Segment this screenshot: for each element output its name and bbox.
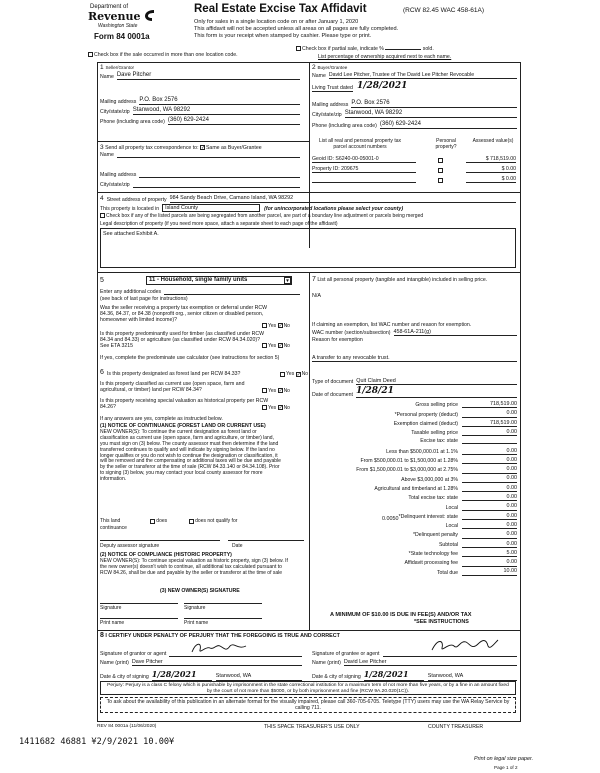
calc-row-value[interactable]: 0.00 — [462, 466, 517, 473]
legal-description-label: Legal description of property (if you need more space, attach a separate sheet to each page of the affidavit) — [100, 221, 338, 227]
sec6-q2-no-checkbox[interactable] — [278, 388, 283, 393]
calc-row — [312, 485, 517, 492]
land-use-select[interactable]: 11 - Household, single family units ▾ — [146, 276, 292, 285]
new-owner-signature-heading: (3) NEW OWNER(S) SIGNATURE — [160, 588, 240, 594]
calc-row-value[interactable]: 718,519.00 — [462, 420, 517, 427]
assessed-value-field[interactable]: $ 718,519.00 — [466, 156, 516, 163]
calc-row — [312, 466, 517, 473]
divider-5-7 — [309, 272, 310, 630]
land-does-not-checkbox[interactable] — [189, 519, 194, 524]
sec6-q3-answer: Yes ✓ No — [262, 405, 290, 411]
calc-row-value[interactable]: 718,519.00 — [462, 401, 517, 408]
sec6-q3-yes-checkbox[interactable] — [262, 405, 267, 410]
page-number: Page 1 of 2 — [494, 765, 518, 770]
calc-row-label: From $1,500,000.01 to $3,000,000 at 2.75% — [356, 467, 458, 474]
sec5-q1-answer: Yes ✓ No — [262, 323, 290, 329]
calc-row — [312, 513, 517, 520]
sec5-q1: Was the seller receiving a property tax exemption or deferral under RCW 84.36, 84.37, or 84.38 (nonprofit org., senior citizen or disabled person, homeowner with limited income)? — [100, 305, 268, 324]
assessed-value-field[interactable]: $ 0.00 — [466, 176, 516, 183]
calc-row-value[interactable] — [462, 438, 517, 444]
seller-heading: 1 Seller/Grantor — [100, 64, 135, 71]
continuance-label: continuance — [100, 525, 127, 531]
calc-row — [312, 420, 517, 427]
multi-location-label: Check box if the sale occurred in more than one location code. — [94, 52, 238, 58]
seller-mail-row: Mailing address P.O. Box 2576 — [100, 97, 300, 105]
sec5-q2: Is this property predominantly used for timber (as classified under RCW 84.34 and 84.33) or agriculture (as classified under RCW 84.34.020)? See ETA 3215 — [100, 331, 265, 350]
grantee-signature-row: Signature of grantee or agent — [312, 648, 517, 657]
reason-label: Reason for exemption — [312, 337, 363, 343]
sec5-q2-no-checkbox[interactable] — [278, 343, 283, 348]
calc-row — [312, 429, 517, 436]
notice1-heading: (1) NOTICE OF CONTINUANCE (FOREST LAND OR CURRENT USE) — [100, 423, 266, 429]
this-land-row: This land does does not qualify for — [100, 518, 238, 524]
buyer-city-field[interactable]: Stanwood, WA 98292 — [345, 110, 517, 118]
land-does-checkbox[interactable] — [150, 519, 155, 524]
form-number: Form 84 0001a — [94, 32, 150, 41]
personal-property-checkbox[interactable] — [438, 168, 443, 173]
seller-phone-row: Phone (including area code) (360) 629-2424 — [100, 117, 300, 125]
buyer-phone-row: Phone (including area code) (360) 629-2424 — [312, 121, 517, 129]
multi-location-checkbox[interactable] — [88, 52, 93, 57]
calc-row — [312, 410, 517, 417]
calc-row-label: Subtotal — [438, 541, 458, 548]
grantor-city-field[interactable]: Stanwood, WA — [216, 673, 302, 680]
calc-row — [312, 531, 517, 538]
calc-row-label: Affidavit processing fee — [404, 560, 458, 567]
legal-description-value: See attached Exhibit A. — [103, 231, 159, 237]
treasurer-stamp: 1411682 46881 ¥2/9/2021 10.00¥ — [19, 737, 175, 747]
partial-sale-check[interactable] — [296, 46, 434, 52]
county-treasurer-label: COUNTY TREASURER — [428, 724, 484, 730]
partial-sale-checkbox[interactable] — [296, 46, 301, 51]
list-pct-note: List percentage of ownership acquired next to each name. — [318, 54, 452, 60]
calc-row-value[interactable]: 0.00 — [462, 522, 517, 529]
local-rate: 0.0050 — [382, 516, 399, 522]
calc-row-value[interactable]: 0.00 — [462, 503, 517, 510]
buyer-trust-date: 1/28/2021 — [356, 81, 408, 91]
additional-codes-note: (see back of last page for instructions) — [100, 296, 188, 302]
owner1-print-line[interactable] — [100, 618, 178, 619]
perjury-notice: Perjury: Perjury is a class C felony which is punishable by imprisonment in the state correctional institution for a maximum term of not more than five years, or by a fine in an amount fixed by the court of not more than $5000, or by both imprisonment and fine (RCW 9A.20.020(1C)). — [100, 681, 516, 695]
calc-row-value[interactable]: 0.00 — [462, 448, 517, 455]
calc-row-label: Above $3,000,000 at 3% — [401, 476, 458, 483]
reason-field[interactable]: A transfer to any revocable trust. — [312, 355, 517, 362]
sec6-q3: Is this property receiving special valuation as historical property per RCW 84.26? — [100, 398, 269, 411]
calc-row — [312, 401, 517, 408]
parcel-table — [312, 153, 518, 183]
wac-field[interactable]: 458-61A-211(g) — [394, 329, 517, 336]
calc-row-value[interactable]: 5.00 — [462, 550, 517, 557]
logo-dept-text: Department of — [90, 4, 129, 10]
grantee-date-field[interactable]: 1/28/2021 — [364, 670, 424, 681]
partial-sale-pct-field[interactable] — [385, 49, 421, 50]
parcel-row — [312, 153, 518, 163]
calc-row-value[interactable]: 10.00 — [462, 568, 517, 575]
calc-row-value[interactable]: 0.00 — [462, 513, 517, 520]
logo-revenue-text: Revenue — [88, 10, 141, 23]
personal-property-checkbox[interactable] — [438, 158, 443, 163]
additional-codes-row: Enter any additional codes — [100, 289, 300, 295]
parcel-row — [312, 173, 518, 183]
doc-type-row: Type of document Quit Claim Deed — [312, 378, 517, 385]
calc-row-label: Excise tax: state — [420, 438, 458, 445]
doc-date-row: Date of document 1/28/21 — [312, 386, 517, 398]
calc-row-label: Taxable selling price — [411, 430, 458, 437]
deputy-signature-label: Deputy assessor signature — [100, 543, 160, 549]
calc-row-value[interactable]: 0.00 — [462, 494, 517, 501]
logo-state-text: Washington State — [98, 23, 138, 29]
sec5-q1-yes-checkbox[interactable] — [262, 323, 267, 328]
calc-row-value[interactable]: 0.00 — [462, 429, 517, 436]
buyer-name2-field[interactable]: Living Trust dated — [312, 84, 353, 91]
sec6-q2: Is this property classified as current use (open space, farm and agricultural, or timber) land per RCW 84.34? — [100, 381, 245, 394]
street-address-field[interactable]: 984 Sandy Beach Drive, Camano Island, WA 98292 — [170, 195, 516, 202]
calc-row — [312, 448, 517, 455]
sec6-q1-yes-checkbox[interactable] — [280, 372, 285, 377]
sec6-q2-answer: Yes ✓ No — [262, 388, 290, 394]
sec6-q2-yes-checkbox[interactable] — [262, 388, 267, 393]
location-row: This property is located in Island County (for unincorporated locations please select your county) — [100, 205, 404, 213]
personal-property-list[interactable]: N/A — [312, 293, 321, 299]
divider-sec8 — [97, 630, 521, 631]
minimum-due-note: A MINIMUM OF $10.00 IS DUE IN FEE(S) AND/OR TAX — [330, 612, 472, 618]
calc-row — [312, 541, 517, 548]
sec5-q3: If yes, complete the predominate use calculator (see instructions for section 5) — [100, 355, 280, 361]
divider-sec4 — [97, 192, 521, 193]
grantee-name-row: Name (print) David Lee Pitcher — [312, 659, 517, 666]
parcel-row — [312, 163, 518, 173]
owner2-print-line[interactable] — [184, 618, 262, 619]
treasurer-use-only: THIS SPACE TREASURER'S USE ONLY — [264, 724, 360, 730]
notice1-text: NEW OWNER(S): To continue the current designation as forest land or classification as current use (open space, farm and agriculture, or timber) land, you must sign on (3) below. The county assessor must then determine if the land transferred continues to qualify and will indicate by signing below. If the land no longer qualifies or you do not wish to continue the designation or classification, it will be removed and the compensating or additional taxes will be due and payable by the seller or transferor at the time of sale (RCW 84.33.140 or 84.34.108). Prior to signing (3) below, you may contact your local county assessor for more information. — [100, 429, 281, 483]
calc-row-value[interactable]: 0.00 — [462, 457, 517, 464]
seller-city-row: City/state/zip Stanwood, WA 98292 — [100, 107, 300, 115]
notice2-text: NEW OWNER(S): To continue special valuation as historic property, sign (3) below. If the new owner(s) doesn't wish to continue, all additional tax calculated pursuant to RCW 84.26, shall be due and payable by the seller or transferor at the time of sale — [100, 558, 288, 576]
legal-description-field[interactable] — [100, 228, 516, 268]
header-note-2: This affidavit will not be accepted unless all areas on all pages are fully completed. — [194, 26, 399, 32]
calc-row-value[interactable]: 0.00 — [462, 531, 517, 538]
assessed-value-heading: Assessed value(s) — [472, 138, 514, 144]
grantee-signature-image — [430, 636, 500, 654]
sec5-q2-yes-checkbox[interactable] — [262, 343, 267, 348]
calc-row-label: *Personal property (deduct) — [394, 411, 458, 418]
calc-row-label: Local — [445, 504, 458, 511]
parcel-id-field[interactable]: Property ID: 209675 — [312, 166, 416, 173]
sec3-name-row: Name — [100, 152, 300, 158]
owner1-signature-label: Signature — [100, 605, 122, 611]
seller-phone-field[interactable]: (360) 629-2424 — [168, 117, 300, 125]
calc-row — [312, 568, 517, 575]
header-note-1: Only for sales in a single location code on or after January 1, 2020 — [194, 19, 359, 25]
buyer-name-field[interactable]: David Lee Pitcher, Trustee of The David Lee Pitcher Revocable — [329, 72, 517, 79]
segregated-check[interactable]: Check box if any of the listed parcels are being segregated from another parcel, are part of a boundary line adjustment or parcels being merged — [100, 213, 518, 219]
calc-row-label: Agricultural and timberland at 1.28% — [374, 485, 458, 492]
calc-row-value[interactable]: 0.00 — [462, 485, 517, 492]
owner1-signature-line[interactable] — [100, 603, 178, 604]
calc-row — [312, 438, 517, 444]
additional-codes-field[interactable] — [164, 289, 300, 295]
sec6-q3-no-checkbox[interactable] — [278, 405, 283, 410]
sec6-q1-answer: Yes ✓ No — [280, 371, 308, 377]
grantor-signature-row: Signature of grantor or agent — [100, 648, 302, 657]
doc-date-field[interactable]: 1/28/21 — [356, 386, 517, 398]
alternate-format-notice: To ask about the availability of this publication in an alternate format for the visually impaired, please call 360-705-6705. Teletype (TTY) users may use the WA Relay Service by calling 711. — [100, 697, 516, 713]
owner2-print-label: Print name — [184, 620, 209, 626]
parcel-list-heading: List all real and personal property tax parcel account numbers — [319, 138, 401, 150]
logo-mark-icon — [144, 9, 156, 22]
grantee-city-field[interactable]: Stanwood, WA — [428, 673, 517, 680]
sec3-mail-row: Mailing address — [100, 172, 300, 178]
grantor-name-field[interactable]: Dave Pitcher — [132, 659, 302, 666]
owner1-print-label: Print name — [100, 620, 125, 626]
calc-row — [312, 522, 517, 529]
multi-location-check[interactable] — [88, 52, 238, 58]
grantee-name-field[interactable]: David Lee Pitcher — [344, 659, 517, 666]
calc-row — [312, 550, 517, 557]
chevron-down-icon[interactable]: ▾ — [284, 277, 291, 284]
exemption-note: If claiming an exemption, list WAC number and reason for exemption. — [312, 322, 472, 328]
legal-paper-note: Print on legal size paper. — [474, 756, 534, 762]
grantor-signature-image — [190, 640, 250, 656]
calc-row-label: Total due — [436, 569, 458, 576]
calc-row-label: Total excise tax: state — [408, 495, 458, 502]
form-title: Real Estate Excise Tax Affidavit — [194, 3, 367, 15]
deputy-date-label: Date — [232, 543, 243, 549]
calc-row-label: *State technology fee — [408, 551, 458, 558]
calc-row-label: Less than $500,000.01 at 1.1% — [386, 448, 458, 455]
doc-type-field[interactable]: Quit Claim Deed — [356, 378, 517, 385]
deputy-signature-line[interactable] — [100, 540, 220, 541]
calc-row-label: Exemption claimed (deduct) — [393, 420, 458, 427]
sec5-q2-answer: Yes ✓ No — [262, 343, 290, 349]
calc-row — [312, 494, 517, 501]
buyer-mail-row: Mailing address P.O. Box 2576 — [312, 100, 517, 108]
see-instructions-note: *SEE INSTRUCTIONS — [414, 619, 469, 625]
parcel-id-field[interactable]: Geoid ID: S6240-00-05001-0 — [312, 156, 416, 163]
county-select[interactable]: Island County — [162, 204, 260, 212]
land-use-row: 5 11 - Household, single family units ▾ — [100, 276, 300, 285]
seller-name-field[interactable]: Dave Pitcher — [117, 72, 300, 80]
seller-city-field[interactable]: Stanwood, WA 98292 — [133, 107, 300, 115]
sec3-mail-field[interactable] — [139, 172, 300, 178]
calc-row-value[interactable]: 0.00 — [462, 541, 517, 548]
owner2-signature-line[interactable] — [184, 603, 262, 604]
sec8-certify: 8 I CERTIFY UNDER PENALTY OF PERJURY THAT THE FOREGOING IS TRUE AND CORRECT — [100, 632, 340, 639]
wac-row: WAC number (section/subsection) 458-61A-211(g) — [312, 329, 517, 336]
buyer-mail-field[interactable]: P.O. Box 2576 — [351, 100, 517, 108]
parcel-id-field[interactable] — [312, 177, 416, 183]
sec6-q4: If any answers are yes, complete as instructed below. — [100, 416, 223, 422]
seller-name-row: Name Dave Pitcher — [100, 72, 300, 80]
calc-row-value[interactable]: 0.00 — [462, 475, 517, 482]
personal-property-heading: Personal property? — [435, 138, 457, 150]
buyer-name2-row — [312, 81, 432, 92]
calc-row-value[interactable]: 0.00 — [462, 410, 517, 417]
sec6-q1-row: 6 Is this property designated as forest land per RCW 84.33? Yes ✓ No — [100, 369, 308, 377]
same-as-buyer-checkbox[interactable] — [200, 145, 205, 150]
calc-row — [312, 475, 517, 482]
calc-row-value[interactable]: 0.00 — [462, 559, 517, 566]
assessed-value-field[interactable]: $ 0.00 — [466, 166, 516, 173]
sec5-q1-no-checkbox[interactable] — [278, 323, 283, 328]
calc-row — [312, 559, 517, 566]
buyer-name-row: Name David Lee Pitcher, Trustee of The David Lee Pitcher Revocable — [312, 72, 517, 79]
partial-sale-label: Check box if partial sale, indicate % — [302, 46, 384, 52]
form-revision: REV 84 0001a (11/06/2020) — [97, 724, 157, 729]
partial-sale-sold: sold. — [422, 46, 434, 52]
calc-row-label: *Delinquent penalty — [413, 532, 458, 539]
segregated-checkbox[interactable] — [100, 213, 105, 218]
sec7-heading: 7 List all personal property (tangible and intangible) included in selling price. — [312, 276, 488, 283]
buyer-city-row: City/state/zip Stanwood, WA 98292 — [312, 110, 517, 118]
personal-property-checkbox[interactable] — [438, 178, 443, 183]
calc-row-label: *Delinquent interest: state — [398, 513, 458, 520]
form-rcw: (RCW 82.45 WAC 458-61A) — [403, 7, 485, 14]
divider-sec3 — [97, 141, 309, 142]
calc-row — [312, 457, 517, 464]
deputy-date-line[interactable] — [228, 540, 304, 541]
seller-mail-field[interactable]: P.O. Box 2576 — [139, 97, 300, 105]
grantor-date-field[interactable]: 1/28/2021 — [152, 670, 212, 681]
dor-logo — [88, 4, 158, 52]
calc-row-label: Gross selling price — [415, 402, 458, 409]
buyer-heading: 2 Buyer/Grantee — [312, 64, 348, 71]
sec3-heading: 3 Send all property tax correspondence to: ✓ Same as Buyer/Grantee — [100, 144, 262, 152]
owner2-signature-label: Signature — [184, 605, 206, 611]
sec3-city-row: City/state/zip — [100, 182, 300, 188]
street-address-row: 4 Street address of property 984 Sandy Beach Drive, Camano Island, WA 98292 — [100, 195, 516, 203]
sec6-q1-no-checkbox[interactable] — [296, 372, 301, 377]
grantee-date-row: Date & city of signing 1/28/2021 Stanwood, WA — [312, 670, 517, 681]
calc-row-label: From $500,000.01 to $1,500,000 at 1.28% — [360, 458, 458, 465]
grantor-date-row: Date & city of signing 1/28/2021 Stanwood, WA — [100, 670, 302, 681]
notice2-heading: (2) NOTICE OF COMPLIANCE (HISTORIC PROPERTY) — [100, 552, 232, 558]
sec3-name-field[interactable] — [117, 152, 300, 158]
header-note-3: This form is your receipt when stamped by cashier. Please type or print. — [194, 33, 372, 39]
buyer-phone-field[interactable]: (360) 629-2424 — [380, 121, 517, 129]
sec3-city-field[interactable] — [133, 182, 300, 188]
calc-row-label: Local — [445, 523, 458, 530]
grantor-name-row: Name (print) Dave Pitcher — [100, 659, 302, 666]
calc-row — [312, 503, 517, 510]
